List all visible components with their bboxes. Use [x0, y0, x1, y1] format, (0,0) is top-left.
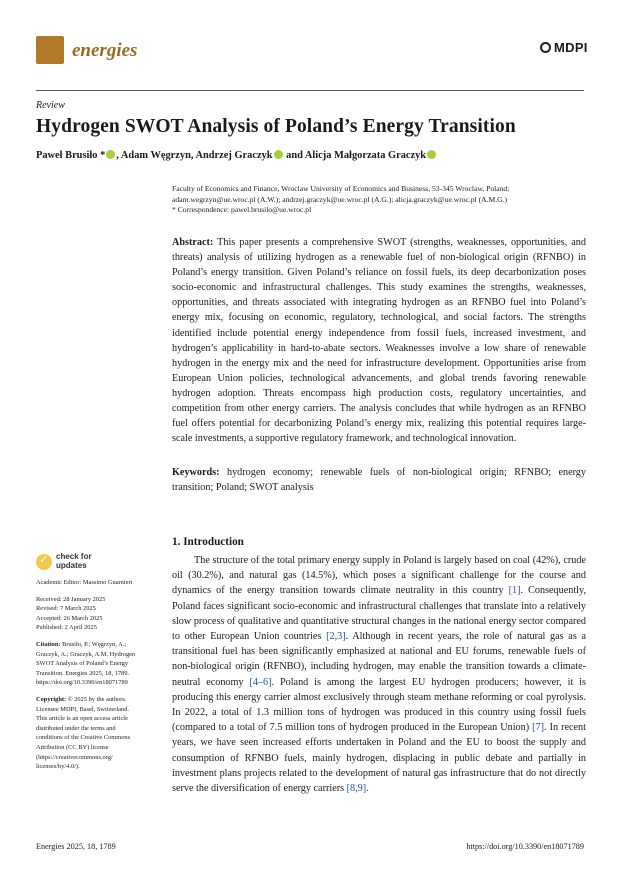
copyright-label: Copyright:: [36, 695, 67, 703]
affiliation-line: Faculty of Economics and Finance, Wroclaw University of Economics and Business, 53-345 Wroclaw, Poland;: [172, 184, 510, 193]
paragraph-text: . Although in recent years, the role of natural gas as a transitional fuel has been significantly emphasized at national and EU forums, renewable fuels of non-biological origin (RFNBO), including hydrogen, may enable the transition towards a climate-neutral economy: [172, 631, 586, 688]
date-accepted: Accepted: 26 March 2025: [36, 614, 103, 622]
check-for-updates-button[interactable]: [36, 553, 92, 570]
paragraph-text: . Consequently, Poland faces significant socio-economic and infrastructural challenges that translate into a relatively slow process of qualitative and quantitative structural changes in the national energy sector compared to other European Union countries: [172, 585, 586, 643]
citation-line: SWOT Analysis of Poland’s Energy: [36, 660, 129, 668]
copyright-line: This article is an open access article: [36, 715, 128, 723]
citation-link[interactable]: [8,9]: [346, 783, 367, 795]
abstract-label: Abstract:: [172, 237, 214, 248]
author-separator: ,: [116, 150, 121, 161]
academic-editor: Academic Editor: Massimo Guarnieri: [36, 579, 133, 586]
citation-label: Citation:: [36, 640, 61, 648]
affiliation-line: adam.wegrzyn@ue.wroc.pl (A.W.); andrzej.graczyk@ue.wroc.pl (A.G.); alicja.graczyk@ue.wroc.pl (A.M.G.): [172, 194, 508, 204]
author-name: Andrzej Graczyk: [195, 150, 273, 161]
footer-doi-link[interactable]: https://doi.org/10.3390/en18071789: [466, 842, 584, 851]
journal-logo-icon: [36, 36, 64, 64]
author-separator: and: [283, 150, 305, 161]
article-type: Review: [36, 100, 65, 111]
orcid-icon[interactable]: [274, 150, 283, 159]
abstract-text: This paper presents a comprehensive SWOT (strengths, weaknesses, opportunities, and threats) analysis of utilizing hydrogen as a renewable fuel of non-biological origin (RFNBO) in Poland’s energy transition. Given Poland’s reliance on fossil fuels, its deep decarbonization poses socio-economic and infrastructural challenges. This study examines the strengths, weaknesses, opportunities, and threats associated with integrating hydrogen as an RFNBO fuel into Poland’s energy mix, focusing on economic, regulatory, technological, and social factors. The strengths identified include potential energy independence from fossil fuels, increased investment, and hydrogen’s applicability in hard-to-abate sectors. Weaknesses involve a low share of renewable hydrogen in the energy mix and the need for infrastructure development. Opportunities arise from European Union policies, technological advancements, and global trends favoring renewable hydrogen adoption. Threats encompass high production costs, regulatory uncertainties, and competition from other energy carriers. The analysis concludes that while hydrogen as an RFNBO fuel offers potential for decarbonizing Poland’s energy mix, realizing this potential requires large-scale investments, a supportive regulatory framework, and technological innovation.: [172, 237, 586, 445]
citation-link[interactable]: [2,3]: [326, 631, 346, 643]
date-received: Received: 28 January 2025: [36, 595, 106, 603]
date-published: Published: 2 April 2025: [36, 624, 97, 632]
date-revised: Revised: 7 March 2025: [36, 605, 96, 613]
citation-link[interactable]: [4–6]: [249, 676, 272, 688]
orcid-icon[interactable]: [427, 150, 436, 159]
copyright-line: conditions of the Creative Commons: [36, 734, 131, 742]
citation-line: Transition. Energies 2025, 18, 1789.: [36, 669, 130, 677]
license-link[interactable]: (https://creativecommons.org/: [36, 753, 113, 761]
citation-line: Graczyk, A.; Graczyk, A.M. Hydrogen: [36, 650, 136, 658]
citation-link[interactable]: [7]: [532, 722, 545, 734]
citation-link[interactable]: [1]: [508, 585, 521, 597]
copyright-line: Attribution (CC BY) license: [36, 743, 109, 751]
correspondence-line: * Correspondence: pawel.brusilo@ue.wroc.pl: [172, 205, 312, 215]
author-separator: ,: [190, 150, 196, 161]
check-updates-icon: ✓: [36, 554, 52, 570]
keywords: [172, 465, 586, 495]
publisher-logo: [540, 40, 588, 55]
author-name: Paweł Brusiło *: [36, 150, 106, 161]
affiliation-block: [172, 184, 592, 216]
citation-doi-link[interactable]: https://doi.org/10.3390/en18071789: [36, 679, 128, 687]
header-divider: [36, 90, 584, 91]
intro-body: [172, 553, 586, 796]
journal-name: energies: [72, 40, 138, 61]
orcid-icon[interactable]: [106, 150, 115, 159]
license-link[interactable]: licenses/by/4.0/).: [36, 763, 80, 771]
section-heading: 1. Introduction: [172, 536, 244, 548]
check-updates-text: check for: [56, 552, 92, 561]
publisher-ring-icon: [540, 42, 551, 53]
author-name: Alicja Małgorzata Graczyk: [304, 150, 427, 161]
paragraph: [172, 553, 586, 796]
paragraph-text: .: [366, 783, 369, 795]
copyright-line: Copyright: © 2025 by the authors.: [36, 695, 127, 703]
paragraph-text: . In recent years, we have seen increased efforts undertaken in Poland and the EU to boost the supply and consumption of RFNBO fuels, mainly hydrogen, displacing in public debate and partially in investment plans projects related to the development of natural gas infrastructure that do not directly serve the diversification of energy carriers: [172, 722, 586, 795]
publisher-name: MDPI: [554, 40, 588, 55]
paragraph-text: . Poland is among the largest EU hydrogen producers; however, it is producing this energy carrier almost exclusively through steam methane reforming or coal pyrolysis. In 2022, a total of 1.3 million tons of hydrogen was produced in this country using fossil fuels (compared to a total of 7.5 million tons of hydrogen produced in the European Union): [172, 676, 586, 734]
citation-line: Citation: Brusiło, P.; Węgrzyn, A.;: [36, 640, 127, 648]
footer-citation: Energies 2025, 18, 1789: [36, 842, 116, 851]
copyright-line: Licensee MDPI, Basel, Switzerland.: [36, 705, 129, 713]
copyright-line: distributed under the terms and: [36, 724, 116, 732]
author-name: Adam Węgrzyn: [120, 150, 191, 161]
keywords-label: Keywords:: [172, 467, 220, 478]
check-updates-text: updates: [56, 560, 87, 570]
author-list: [36, 150, 437, 161]
article-info-sidebar: [36, 578, 164, 772]
keywords-text: hydrogen economy; renewable fuels of non-biological origin; RFNBO; energy transition; Poland; SWOT analysis: [172, 467, 586, 494]
article-title: Hydrogen SWOT Analysis of Poland’s Energy Transition: [36, 116, 516, 137]
abstract: [172, 235, 586, 446]
paragraph-text: The structure of the total primary energy supply in Poland is largely based on coal (42%), crude oil (30.2%), and natural gas (14.5%), which poses a significant challenge for the course and dynamics of the energy transition towards climate neutrality in this country: [172, 555, 586, 597]
